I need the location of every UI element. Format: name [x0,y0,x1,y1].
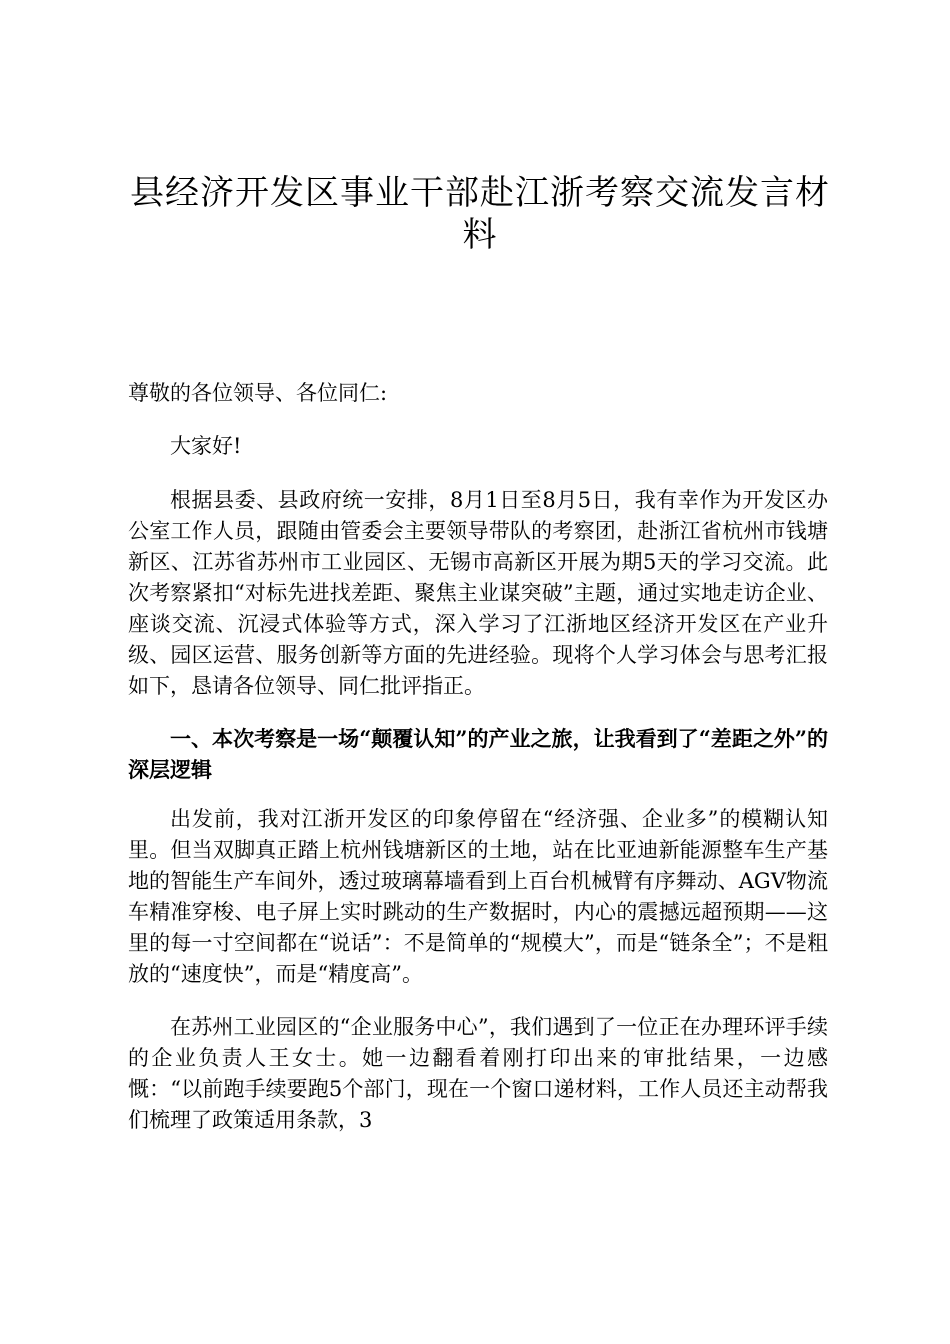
body-paragraph: 出发前，我对江浙开发区的印象停留在“经济强、企业多”的模糊认知里。但当双脚真正踏上杭州钱塘新区的土地，站在比亚迪新能源整车生产基地的智能生产车间外，透过玻璃幕墙看到上百台机械臂有序舞动、AGV物流车精准穿梭、电子屏上实时跳动的生产数据时，内心的震撼远超预期——这里的每一寸空间都在“说话”：不是简单的“规模大”，而是“链条全”；不是粗放的“速度快”，而是“精度高”。 [128,807,828,986]
greeting: 大家好! [170,434,242,458]
document-title: 县经济开发区事业干部赴江浙考察交流发言材料 [130,173,830,255]
body-paragraph: 在苏州工业园区的“企业服务中心”，我们遇到了一位正在办理环评手续的企业负责人王女士。她一边翻看着刚打印出来的审批结果，一边感慨：“以前跑手续要跑5个部门，现在一个窗口递材料，工作人员还主动帮我们梳理了政策适用条款，3 [128,1015,828,1132]
document-body [128,378,828,1136]
body-paragraph: 根据县委、县政府统一安排，8月1日至8月5日，我有幸作为开发区办公室工作人员，跟随由管委会主要领导带队的考察团，赴浙江省杭州市钱塘新区、江苏省苏州市工业园区、无锡市高新区开展为期5天的学习交流。此次考察紧扣“对标先进找差距、聚焦主业谋突破”主题，通过实地走访企业、座谈交流、沉浸式体验等方式，深入学习了江浙地区经济开发区在产业升级、园区运营、服务创新等方面的先进经验。现将个人学习体会与思考汇报如下，恳请各位领导、同仁批评指正。 [128,488,828,698]
salutation: 尊敬的各位领导、各位同仁: [128,381,388,405]
section-heading: 一、本次考察是一场“颠覆认知”的产业之旅，让我看到了“差距之外”的深层逻辑 [128,726,828,782]
